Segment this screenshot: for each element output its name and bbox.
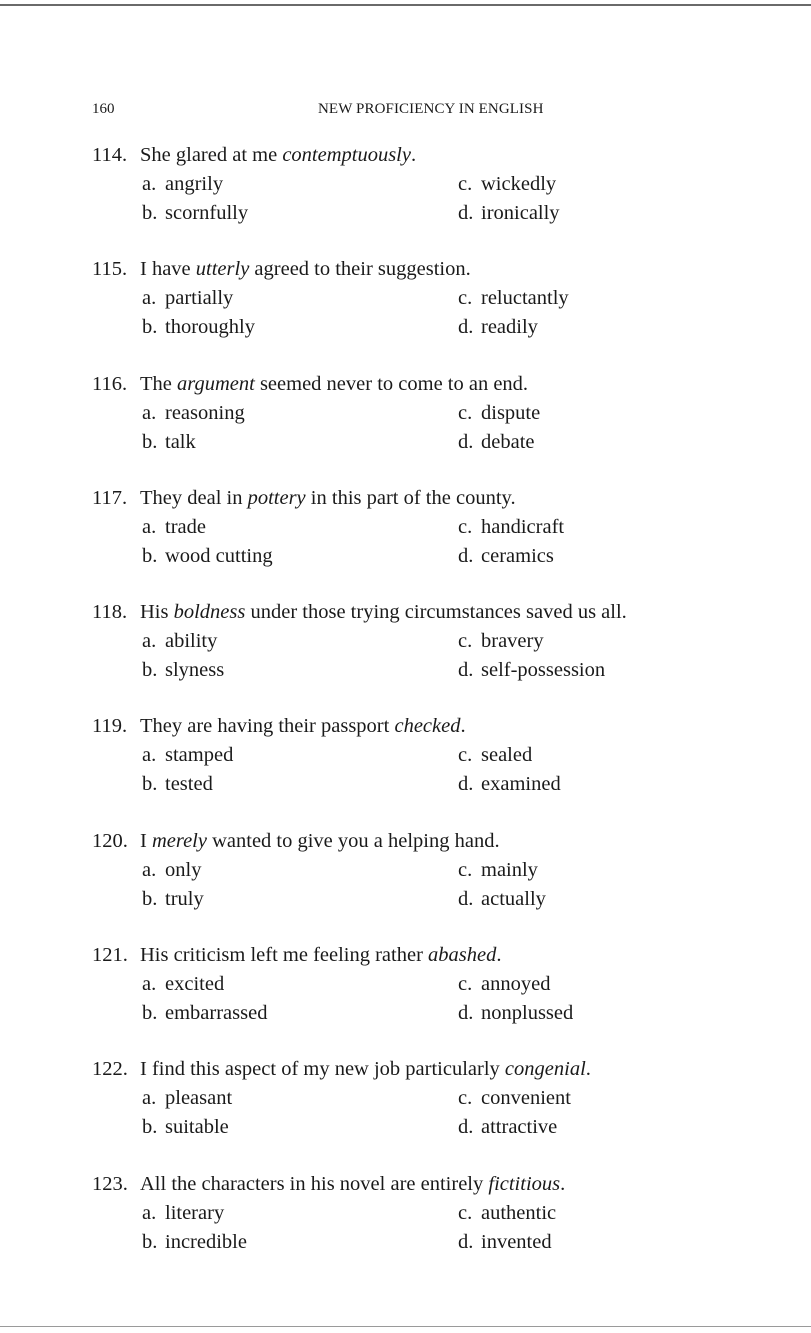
- page-number: 160: [92, 101, 115, 117]
- option-b[interactable]: b. suitable: [142, 1116, 229, 1139]
- target-word: fictitious: [488, 1172, 561, 1195]
- option-b[interactable]: b. truly: [142, 887, 204, 910]
- option-c[interactable]: c. reluctantly: [458, 287, 569, 310]
- target-word: contemptuously: [282, 144, 411, 166]
- option-b[interactable]: b. incredible: [142, 1230, 247, 1253]
- question-number: 120.: [92, 829, 128, 852]
- question-stem: 122. I find this aspect of my new job particularly congenial.: [92, 1058, 591, 1081]
- option-d[interactable]: d. invented: [458, 1230, 552, 1253]
- question-123: [92, 1173, 792, 1287]
- option-b[interactable]: b. thoroughly: [142, 316, 255, 339]
- question-number: 122.: [92, 1058, 128, 1081]
- question-stem: 120. I merely wanted to give you a helping hand.: [92, 829, 500, 852]
- question-114: [92, 144, 792, 258]
- question-number: 121.: [92, 944, 128, 967]
- option-d[interactable]: d. ceramics: [458, 544, 554, 567]
- question-116: [92, 373, 792, 487]
- option-a[interactable]: a. stamped: [142, 744, 234, 767]
- option-b[interactable]: b. embarrassed: [142, 1002, 268, 1025]
- option-c[interactable]: c. annoyed: [458, 973, 551, 996]
- option-d[interactable]: d. attractive: [458, 1116, 558, 1139]
- option-c[interactable]: c. authentic: [458, 1201, 557, 1224]
- option-a[interactable]: a. angrily: [142, 173, 224, 195]
- option-d[interactable]: d. nonplussed: [458, 1002, 574, 1025]
- target-word: abashed: [428, 944, 497, 967]
- question-number: 118.: [92, 601, 128, 624]
- top-border: [0, 4, 811, 6]
- question-121: [92, 944, 792, 1058]
- question-stem: 119. They are having their passport checked.: [92, 715, 466, 738]
- question-117: [92, 487, 792, 601]
- question-number: 117.: [92, 486, 128, 509]
- target-word: argument: [177, 372, 255, 395]
- option-a[interactable]: a. ability: [142, 630, 218, 653]
- target-word: checked: [394, 715, 461, 738]
- option-b[interactable]: b. tested: [142, 773, 213, 796]
- question-120: [92, 830, 792, 944]
- target-word: congenial: [504, 1058, 586, 1081]
- question-number: 114.: [92, 144, 128, 166]
- target-word: utterly: [195, 258, 250, 281]
- option-a[interactable]: a. pleasant: [142, 1087, 233, 1110]
- option-d[interactable]: d. self-possession: [458, 659, 606, 682]
- question-stem: 115. I have utterly agreed to their suggestion.: [92, 258, 471, 281]
- option-b[interactable]: b. wood cutting: [142, 544, 273, 567]
- option-d[interactable]: d. ironically: [458, 202, 560, 224]
- option-d[interactable]: d. actually: [458, 887, 546, 910]
- target-word: boldness: [173, 601, 246, 624]
- bottom-border: [0, 1326, 811, 1327]
- option-c[interactable]: c. mainly: [458, 858, 538, 881]
- question-stem: 114. She glared at me contemptuously.: [92, 144, 417, 166]
- target-word: merely: [151, 829, 207, 852]
- option-a[interactable]: a. trade: [142, 515, 206, 538]
- option-b[interactable]: b. talk: [142, 430, 196, 453]
- question-number: 115.: [92, 258, 128, 281]
- question-stem: 118. His boldness under those trying circumstances saved us all.: [92, 601, 627, 624]
- option-b[interactable]: b. scornfully: [142, 202, 249, 224]
- question-number: 123.: [92, 1172, 128, 1195]
- option-d[interactable]: d. debate: [458, 430, 535, 453]
- option-c[interactable]: c. dispute: [458, 401, 541, 424]
- question-stem: 117. They deal in pottery in this part of the county.: [92, 486, 516, 509]
- running-head: NEW PROFICIENCY IN ENGLISH: [318, 101, 544, 117]
- target-word: pottery: [247, 486, 306, 509]
- question-stem: 123. All the characters in his novel are entirely fictitious.: [92, 1172, 566, 1195]
- option-a[interactable]: a. literary: [142, 1201, 225, 1224]
- option-a[interactable]: a. reasoning: [142, 401, 245, 424]
- option-c[interactable]: c. convenient: [458, 1087, 571, 1110]
- question-stem: 116. The argument seemed never to come to an end.: [92, 372, 529, 395]
- question-119: [92, 715, 792, 829]
- option-b[interactable]: b. slyness: [142, 659, 225, 682]
- question-122: [92, 1058, 792, 1172]
- option-a[interactable]: a. only: [142, 858, 202, 881]
- option-c[interactable]: c. bravery: [458, 630, 544, 653]
- option-c[interactable]: c. wickedly: [458, 173, 557, 195]
- option-c[interactable]: c. sealed: [458, 744, 533, 767]
- option-c[interactable]: c. handicraft: [458, 515, 565, 538]
- option-a[interactable]: a. excited: [142, 973, 225, 996]
- option-d[interactable]: d. readily: [458, 316, 538, 339]
- question-number: 116.: [92, 372, 128, 395]
- option-a[interactable]: a. partially: [142, 287, 234, 310]
- option-d[interactable]: d. examined: [458, 773, 561, 796]
- question-115: [92, 258, 792, 372]
- question-118: [92, 601, 792, 715]
- question-list: [92, 144, 792, 1287]
- question-number: 119.: [92, 715, 128, 738]
- question-stem: 121. His criticism left me feeling rather abashed.: [92, 944, 502, 967]
